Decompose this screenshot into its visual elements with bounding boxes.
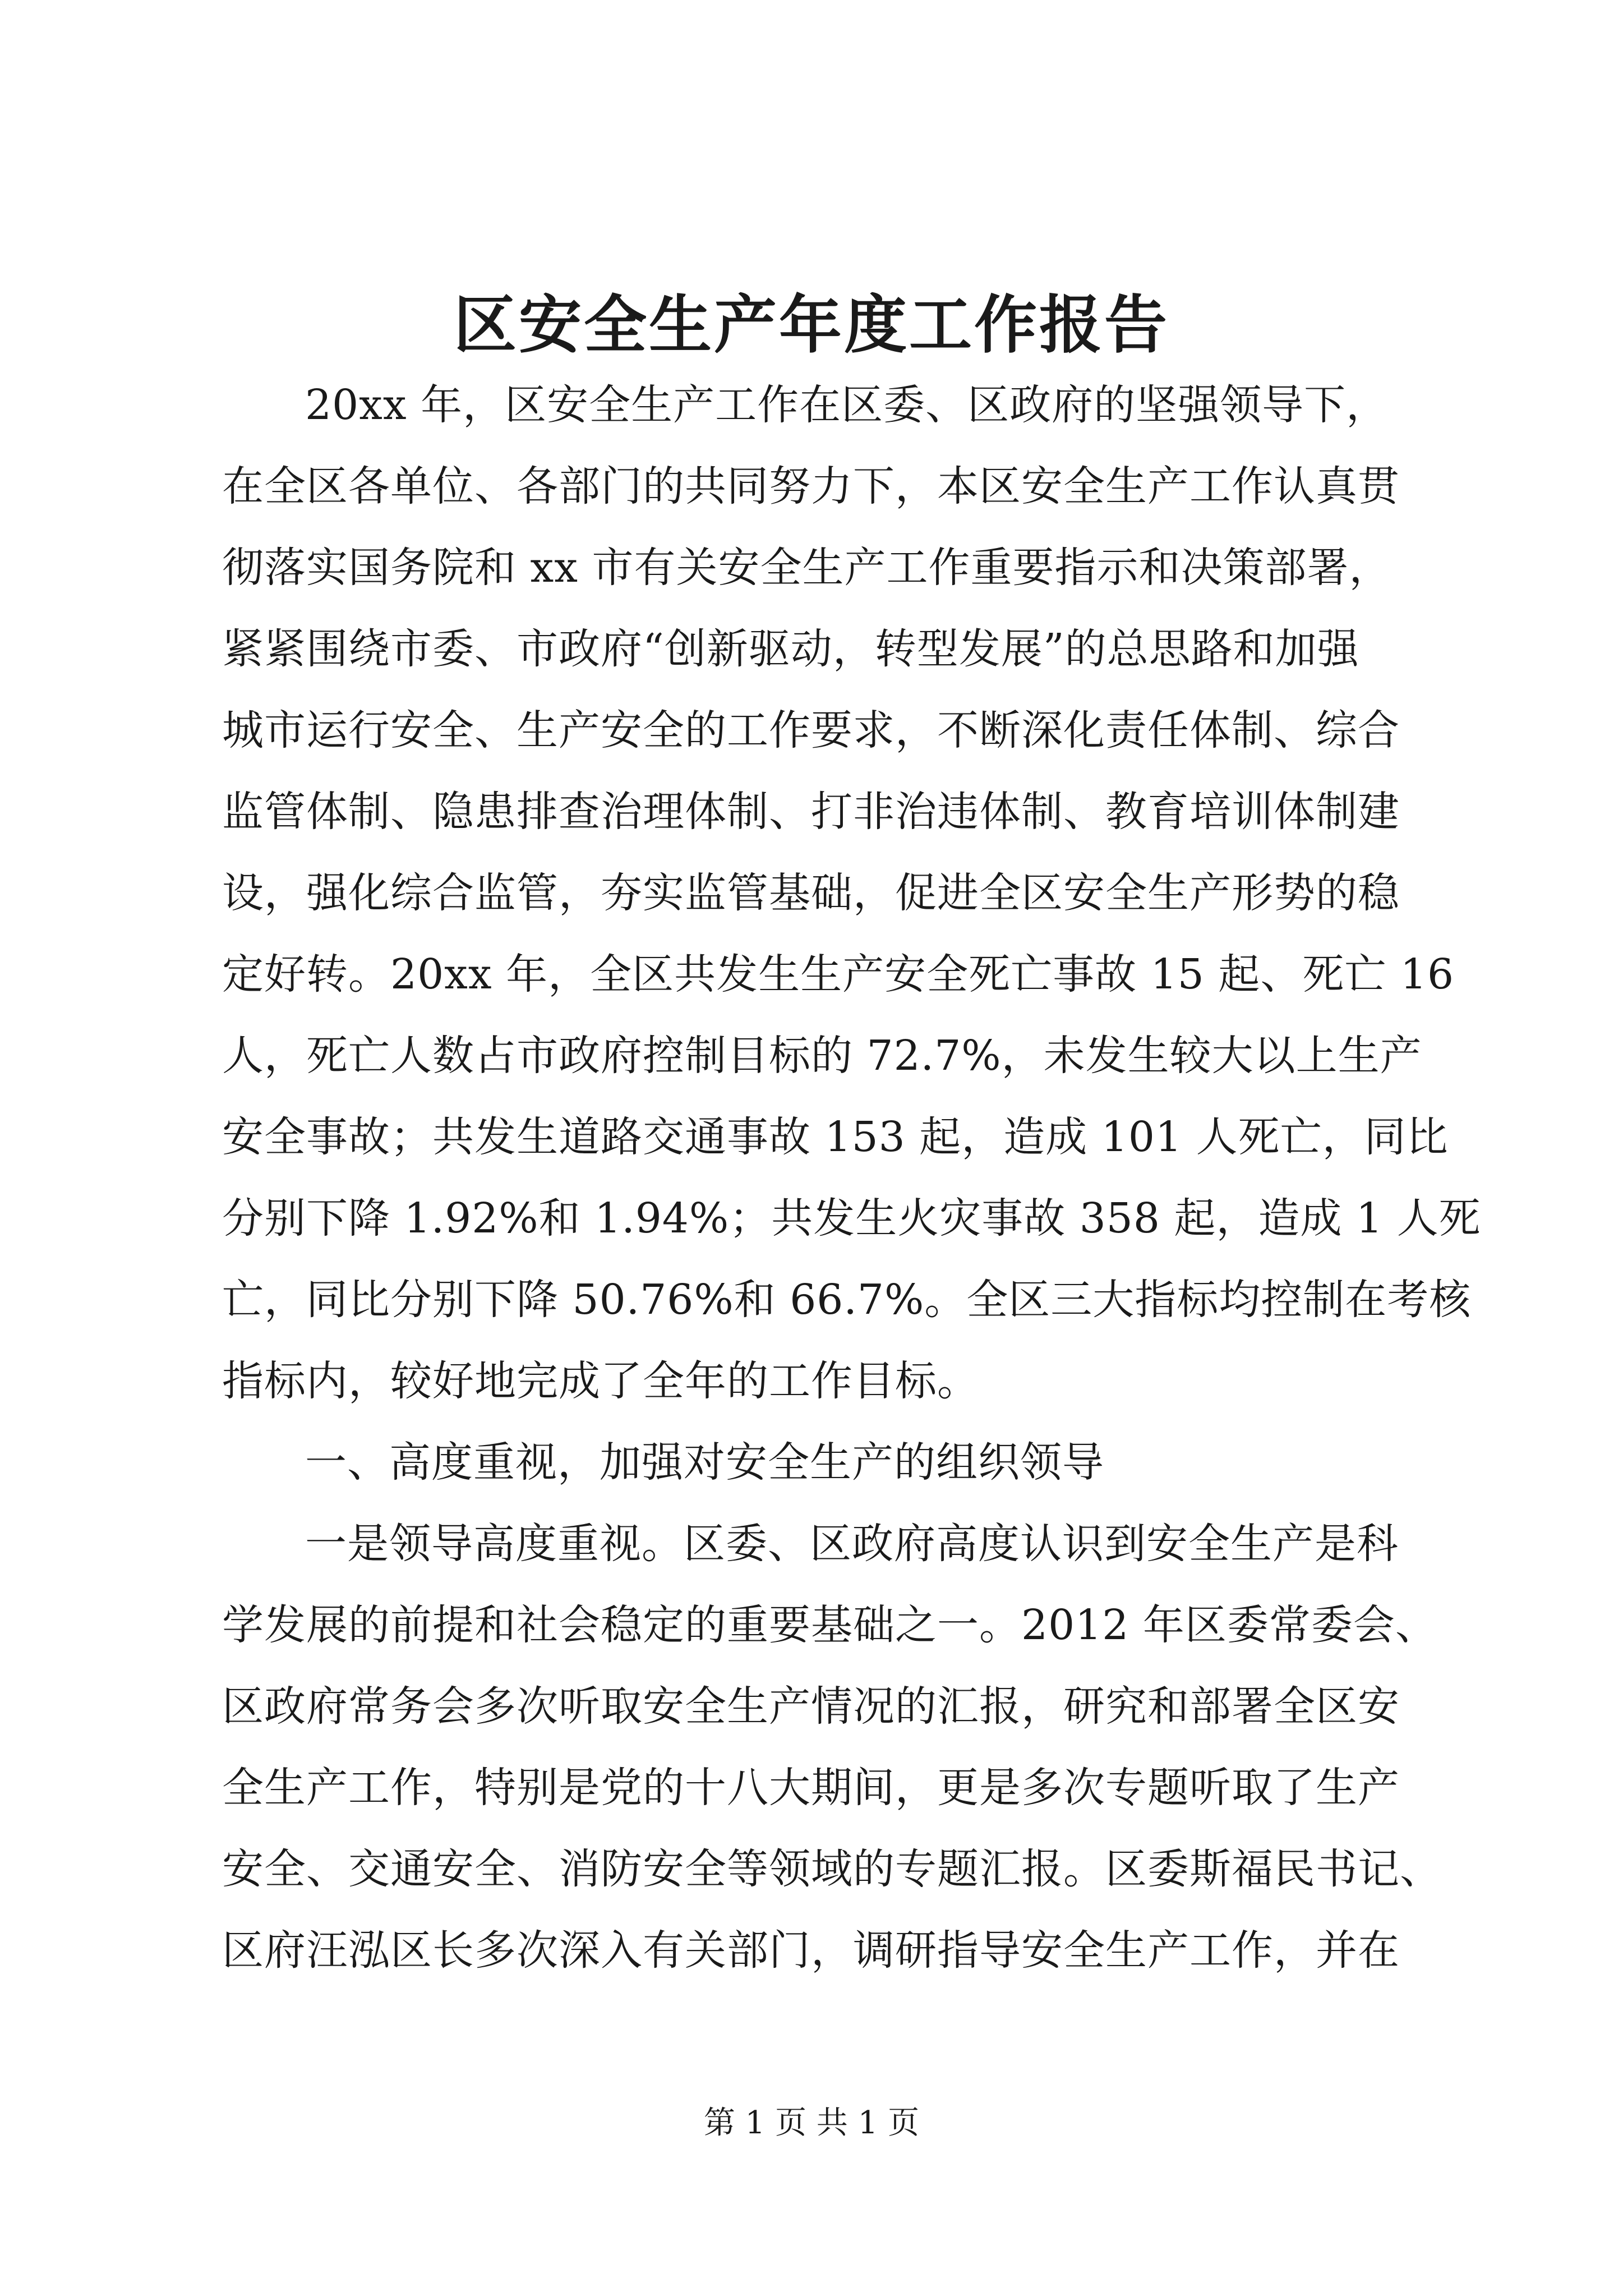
text-line: 定好转。20xx 年，全区共发生生产安全死亡事故 15 起、死亡 16 bbox=[222, 950, 1455, 999]
text-line: 区府汪泓区长多次深入有关部门，调研指导安全生产工作，并在 bbox=[222, 1926, 1400, 1975]
text-line: 设，强化综合监管，夯实监管基础，促进全区安全生产形势的稳 bbox=[222, 869, 1400, 917]
document-body bbox=[222, 365, 1481, 1991]
document-title: 区安全生产年度工作报告 bbox=[454, 288, 1169, 362]
text-line: 安全、交通安全、消防安全等领域的专题汇报。区委斯福民书记、 bbox=[222, 1845, 1442, 1893]
text-line: 全生产工作，特别是党的十八大期间，更是多次专题听取了生产 bbox=[222, 1764, 1400, 1812]
section-heading: 一、高度重视，加强对安全生产的组织领导 bbox=[305, 1438, 1104, 1487]
text-line: 紧紧围绕市委、市政府“创新驱动，转型发展”的总思路和加强 bbox=[222, 625, 1359, 673]
text-line: 在全区各单位、各部门的共同努力下，本区安全生产工作认真贯 bbox=[222, 462, 1400, 510]
text-line: 城市运行安全、生产安全的工作要求，不断深化责任体制、综合 bbox=[222, 706, 1400, 754]
text-line: 20xx 年，区安全生产工作在区委、区政府的坚强领导下， bbox=[305, 381, 1389, 429]
text-line: 监管体制、隐患排查治理体制、打非治违体制、教育培训体制建 bbox=[222, 788, 1400, 836]
text-line: 指标内，较好地完成了全年的工作目标。 bbox=[222, 1357, 979, 1405]
text-line: 安全事故；共发生道路交通事故 153 起，造成 101 人死亡，同比 bbox=[222, 1113, 1449, 1161]
text-line: 分别下降 1.92%和 1.94%；共发生火灾事故 358 起，造成 1 人死 bbox=[222, 1194, 1481, 1243]
page-footer: 第 1 页 共 1 页 bbox=[703, 2105, 920, 2141]
text-line: 人，死亡人数占市政府控制目标的 72.7%，未发生较大以上生产 bbox=[222, 1032, 1422, 1080]
text-line: 彻落实国务院和 xx 市有关安全生产工作重要指示和决策部署， bbox=[222, 544, 1391, 592]
text-line: 学发展的前提和社会稳定的重要基础之一。2012 年区委常委会、 bbox=[222, 1601, 1437, 1649]
text-line: 一是领导高度重视。区委、区政府高度认识到安全生产是科 bbox=[305, 1520, 1399, 1568]
text-line: 亡，同比分别下降 50.76%和 66.7%。全区三大指标均控制在考核 bbox=[222, 1276, 1472, 1324]
text-line: 区政府常务会多次听取安全生产情况的汇报，研究和部署全区安 bbox=[222, 1682, 1400, 1731]
